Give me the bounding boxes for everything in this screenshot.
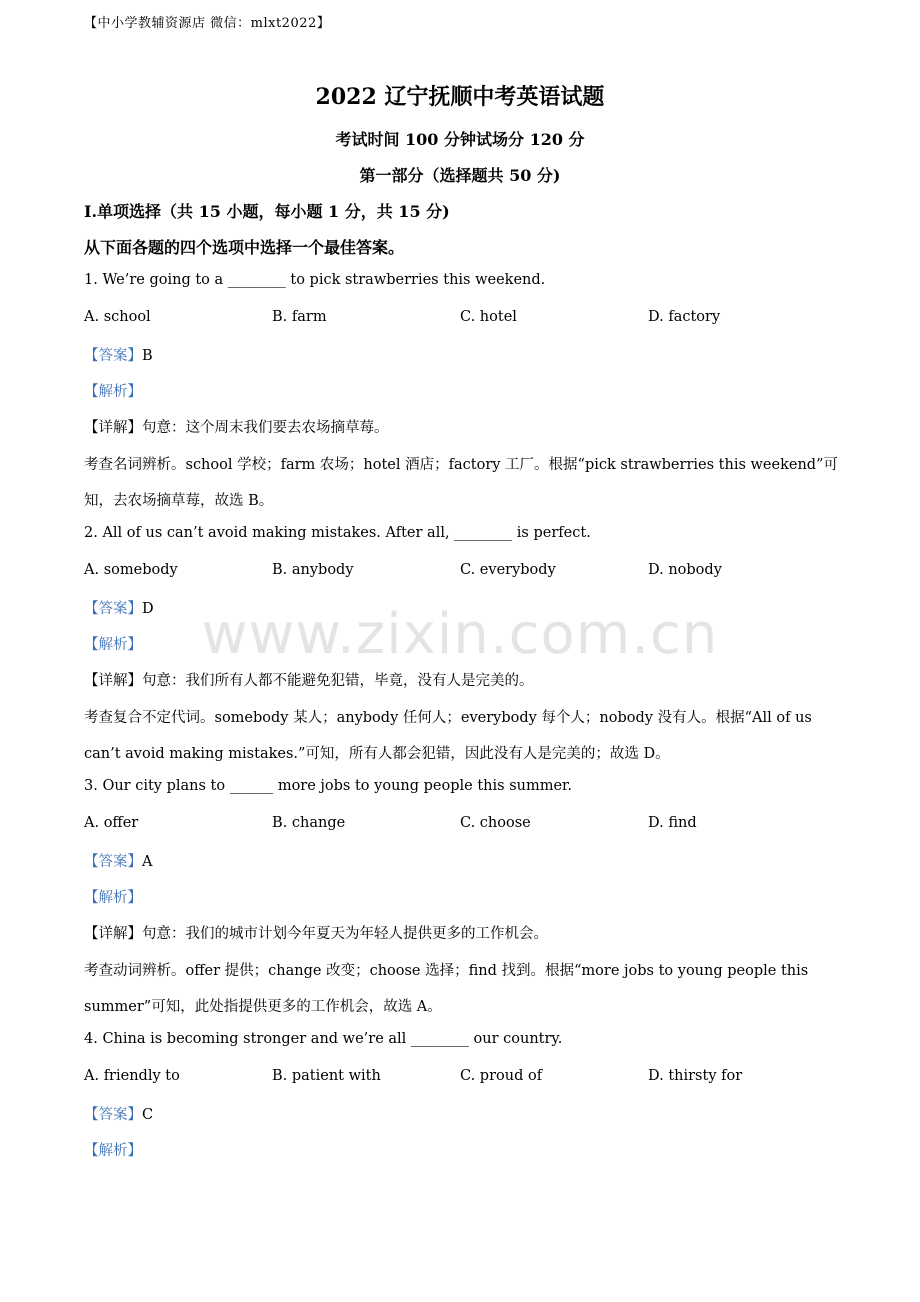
question-1-detail [84, 416, 389, 437]
question-1-option-c: C. hotel [460, 309, 517, 325]
question-2-stem: 2. All of us can’t avoid making mistakes. After all, ________ is perfect. [84, 525, 591, 541]
question-2-option-c: C. everybody [460, 562, 556, 578]
question-2-option-d: D. nobody [648, 562, 722, 578]
question-2-option-a: A. somebody [84, 562, 178, 578]
question-2-analysis-label: 【解析】 [84, 637, 142, 653]
watermark: www.zixin.com.cn [201, 602, 719, 667]
question-1-answer [84, 344, 153, 365]
instruction: 从下面各题的四个选项中选择一个最佳答案。 [84, 238, 405, 257]
question-3-option-a: A. offer [84, 815, 139, 831]
answer-label: 【答案】 [84, 348, 142, 364]
question-4-option-c: C. proud of [460, 1068, 543, 1084]
part-subtitle: 第一部分（选择题共 50 分) [359, 166, 561, 185]
question-3-detail [84, 922, 548, 943]
question-3-explanation-line-2: summer”可知，此处指提供更多的工作机会，故选 A。 [84, 999, 442, 1015]
question-3-answer [84, 850, 152, 871]
question-3-option-d: D. find [648, 815, 697, 831]
question-3-analysis-label: 【解析】 [84, 890, 142, 906]
section-heading: I.单项选择（共 15 小题，每小题 1 分，共 15 分) [84, 202, 450, 221]
question-4-stem: 4. China is becoming stronger and we’re all ________ our country. [84, 1031, 563, 1047]
detail-label: 【详解】 [84, 420, 142, 436]
question-3-option-b: B. change [272, 815, 346, 831]
answer-label: 【答案】 [84, 601, 142, 617]
answer-value: A [142, 854, 153, 870]
question-3-stem: 3. Our city plans to ______ more jobs to young people this summer. [84, 778, 573, 794]
question-4-option-a: A. friendly to [84, 1068, 180, 1084]
answer-value: C [142, 1107, 154, 1123]
detail-label: 【详解】 [84, 673, 142, 689]
answer-label: 【答案】 [84, 854, 142, 870]
question-1-explanation-line-2: 知，去农场摘草莓，故选 B。 [84, 493, 274, 509]
question-2-explanation-line-2: can’t avoid making mistakes.”可知，所有人都会犯错，因此没有人是完美的；故选 D。 [84, 746, 670, 762]
answer-value: D [142, 601, 154, 617]
header-note: 【中小学教辅资源店 微信：mlxt2022】 [84, 16, 331, 31]
question-4-option-d: D. thirsty for [648, 1068, 743, 1084]
question-3-option-c: C. choose [460, 815, 531, 831]
question-1-analysis-label: 【解析】 [84, 384, 142, 400]
question-1-stem: 1. We’re going to a ________ to pick strawberries this weekend. [84, 272, 546, 288]
question-4-answer [84, 1103, 153, 1124]
detail-label: 【详解】 [84, 926, 142, 942]
question-4-analysis-label: 【解析】 [84, 1143, 142, 1159]
detail-text: 句意：我们的城市计划今年夏天为年轻人提供更多的工作机会。 [142, 926, 548, 942]
question-2-explanation-line-1: 考查复合不定代词。somebody 某人；anybody 任何人；everybody 每个人；nobody 没有人。根据“All of us [84, 710, 812, 726]
question-1-explanation-line-1: 考查名词辨析。school 学校；farm 农场；hotel 酒店；factory 工厂。根据“pick strawberries this weekend”可 [84, 457, 838, 473]
answer-label: 【答案】 [84, 1107, 142, 1123]
exam-time-subtitle: 考试时间 100 分钟试场分 120 分 [335, 130, 585, 149]
detail-text: 句意：这个周末我们要去农场摘草莓。 [142, 420, 389, 436]
answer-value: B [142, 348, 153, 364]
question-1-option-a: A. school [84, 309, 151, 325]
question-2-option-b: B. anybody [272, 562, 354, 578]
page-title: 2022 辽宁抚顺中考英语试题 [315, 84, 605, 110]
question-2-detail [84, 669, 534, 690]
question-1-option-d: D. factory [648, 309, 721, 325]
question-3-explanation-line-1: 考查动词辨析。offer 提供；change 改变；choose 选择；find 找到。根据“more jobs to young people this [84, 963, 809, 979]
question-1-option-b: B. farm [272, 309, 327, 325]
detail-text: 句意：我们所有人都不能避免犯错，毕竟，没有人是完美的。 [142, 673, 534, 689]
question-4-option-b: B. patient with [272, 1068, 381, 1084]
